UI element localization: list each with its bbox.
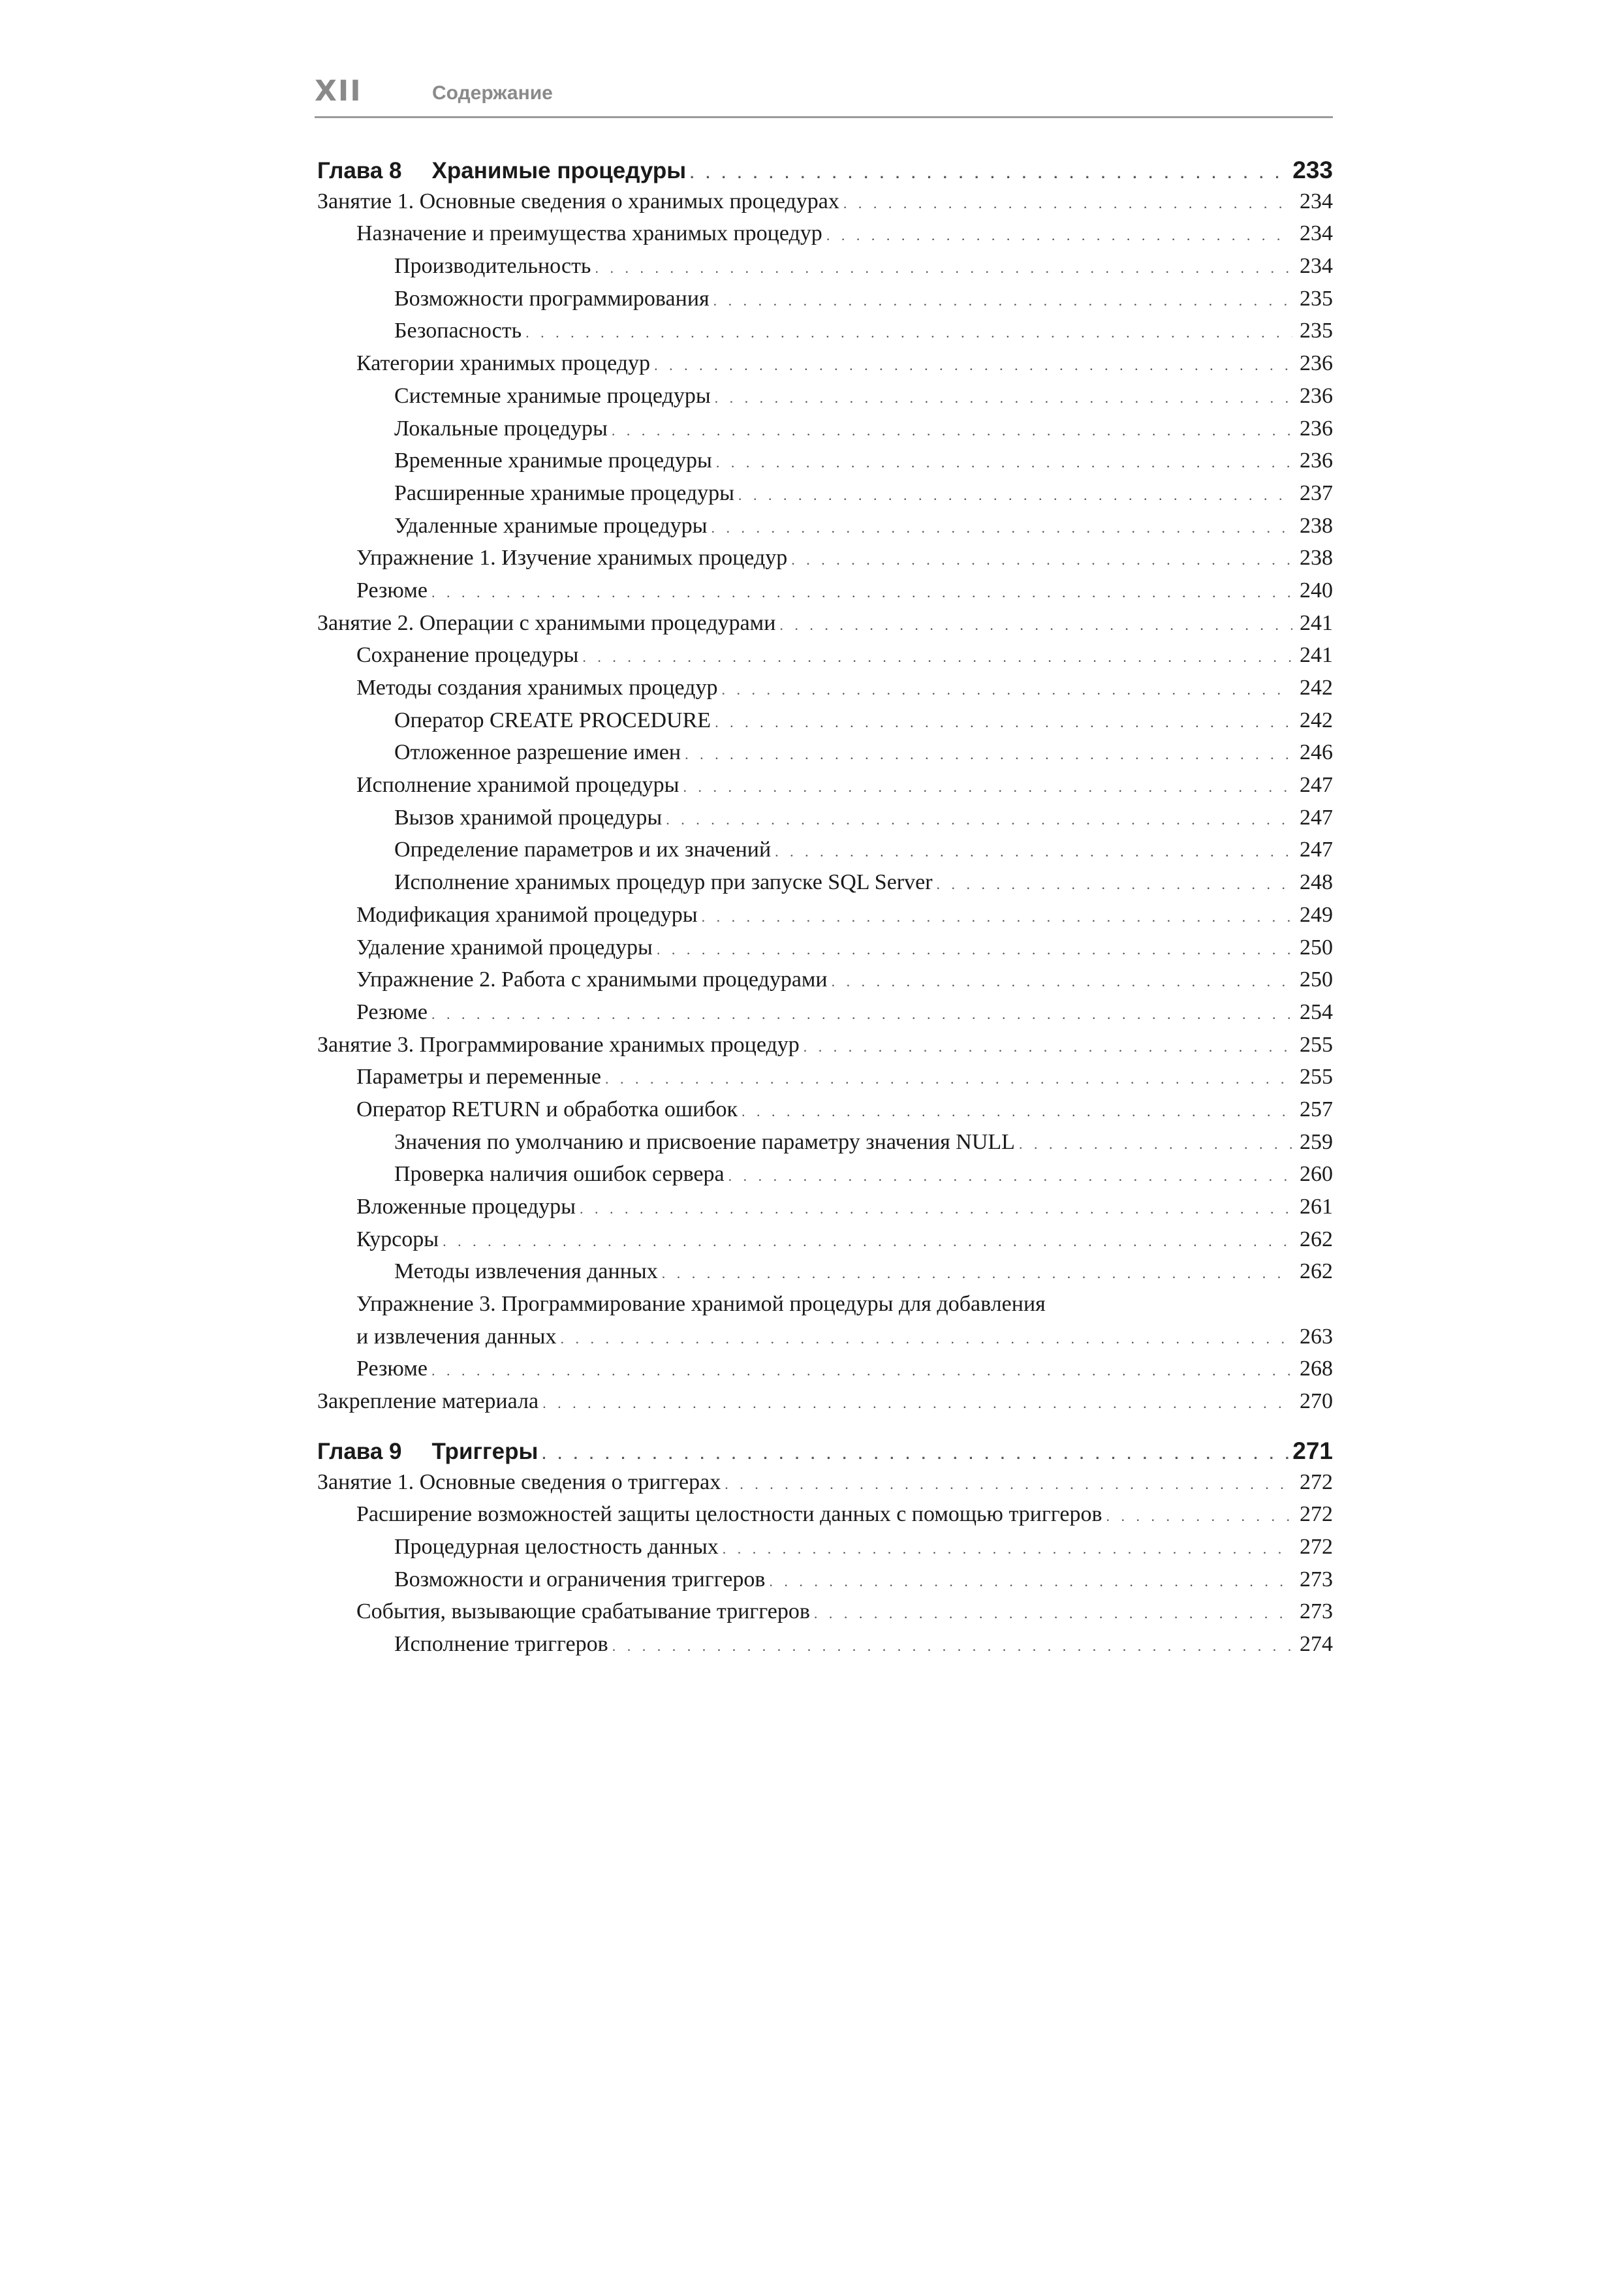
toc-entry	[317, 416, 1333, 449]
page-ref: 259	[1300, 1129, 1333, 1154]
leader-dots	[662, 1265, 1292, 1282]
chapter-number: Глава 8	[317, 158, 402, 183]
toc-entry	[317, 643, 1333, 676]
toc-entry	[317, 708, 1333, 741]
toc-entry	[317, 773, 1333, 806]
leader-dots	[937, 876, 1292, 893]
entry-title: Категории хранимых процедур	[356, 351, 651, 376]
entry-title: Назначение и преимущества хранимых процедур	[356, 221, 822, 246]
page-ref: 241	[1300, 610, 1333, 635]
toc-entry	[317, 1389, 1333, 1422]
page-ref: 238	[1300, 513, 1333, 538]
toc-entry	[317, 1325, 1333, 1357]
page-ref: 262	[1300, 1259, 1333, 1284]
leader-dots	[685, 746, 1292, 763]
leader-dots	[612, 422, 1292, 439]
page-ref: 272	[1300, 1469, 1333, 1494]
toc-entry	[317, 806, 1333, 838]
entry-title: Занятие 2. Операции с хранимыми процедурами	[317, 610, 776, 635]
leader-dots	[690, 165, 1288, 182]
page-ref: 234	[1300, 189, 1333, 213]
entry-title: Удаленные хранимые процедуры	[394, 513, 708, 538]
entry-title: Методы создания хранимых процедур	[356, 676, 718, 700]
page-ref: 250	[1300, 935, 1333, 960]
leader-dots	[826, 227, 1292, 244]
toc-chapter-8	[317, 157, 1333, 189]
page-ref: 261	[1300, 1195, 1333, 1219]
leader-dots	[605, 1071, 1292, 1088]
toc-entry	[317, 611, 1333, 644]
toc-entry	[317, 319, 1333, 351]
leader-dots	[431, 584, 1292, 601]
leader-dots	[779, 617, 1292, 634]
toc-entry	[317, 254, 1333, 287]
toc-entry	[317, 514, 1333, 546]
leader-dots	[725, 1476, 1292, 1493]
leader-dots	[728, 1168, 1292, 1185]
toc-entry	[317, 1130, 1333, 1163]
toc-entry	[317, 1502, 1333, 1535]
toc-entry	[317, 1097, 1333, 1130]
leader-dots	[804, 1039, 1292, 1056]
page-ref: 247	[1300, 773, 1333, 798]
entry-title: Вложенные процедуры	[356, 1195, 576, 1219]
section-title: Содержание	[432, 82, 553, 104]
entry-title: Исполнение хранимой процедуры	[356, 773, 679, 798]
page-ref: 272	[1300, 1502, 1333, 1527]
page-ref: 236	[1300, 448, 1333, 473]
toc-entry	[317, 221, 1333, 254]
leader-dots	[542, 1446, 1288, 1463]
page-ref: 274	[1300, 1631, 1333, 1656]
toc-entry	[317, 351, 1333, 384]
page-ref: 238	[1300, 546, 1333, 571]
page-ref: 233	[1292, 157, 1333, 183]
page-ref: 270	[1300, 1389, 1333, 1414]
leader-dots	[1019, 1136, 1292, 1153]
leader-dots	[431, 1362, 1292, 1379]
entry-title: Курсоры	[356, 1227, 439, 1251]
entry-title: Расширенные хранимые процедуры	[394, 480, 734, 505]
entry-title: Временные хранимые процедуры	[394, 448, 712, 473]
toc-entry	[317, 1535, 1333, 1567]
toc-entry	[317, 1227, 1333, 1260]
entry-title: Значения по умолчанию и присвоение параметру значения NULL	[394, 1129, 1015, 1154]
page-ref: 235	[1300, 286, 1333, 311]
page-ref: 236	[1300, 383, 1333, 408]
toc-entry	[317, 1292, 1333, 1325]
page-ref: 255	[1300, 1032, 1333, 1057]
page-ref: 242	[1300, 676, 1333, 700]
toc-entry	[317, 1195, 1333, 1227]
page-ref: 250	[1300, 967, 1333, 992]
leader-dots	[1106, 1508, 1292, 1525]
entry-title: Занятие 1. Основные сведения о триггерах	[317, 1469, 721, 1494]
toc-entry	[317, 578, 1333, 611]
page-ref: 247	[1300, 838, 1333, 862]
toc-entry	[317, 838, 1333, 870]
toc-entry	[317, 1000, 1333, 1033]
chapter-title: Триггеры	[431, 1438, 539, 1464]
leader-dots	[580, 1200, 1292, 1217]
leader-dots	[542, 1395, 1292, 1412]
entry-title: Исполнение хранимых процедур при запуске SQL Server	[394, 870, 933, 895]
page-ref: 246	[1300, 740, 1333, 765]
leader-dots	[775, 843, 1292, 860]
leader-dots	[666, 811, 1292, 828]
toc-entry	[317, 740, 1333, 773]
page-ref: 273	[1300, 1599, 1333, 1624]
page-ref: 240	[1300, 578, 1333, 603]
running-head	[315, 71, 1333, 118]
toc-entry	[317, 1599, 1333, 1632]
page-ref: 236	[1300, 416, 1333, 441]
page-ref: 255	[1300, 1065, 1333, 1090]
toc-entry	[317, 676, 1333, 708]
table-of-contents	[317, 157, 1333, 1665]
leader-dots	[791, 552, 1292, 569]
toc-entry	[317, 384, 1333, 416]
toc-entry	[317, 189, 1333, 222]
entry-title: Оператор CREATE PROCEDURE	[394, 708, 711, 732]
page-ref: 248	[1300, 870, 1333, 895]
leader-dots	[657, 941, 1292, 958]
page-ref: 257	[1300, 1097, 1333, 1121]
toc-entry	[317, 967, 1333, 1000]
entry-title: Расширение возможностей защиты целостности данных с помощью триггеров	[356, 1502, 1102, 1527]
toc-entry	[317, 1470, 1333, 1503]
page-ref: 272	[1300, 1534, 1333, 1559]
leader-dots	[723, 1541, 1292, 1558]
entry-title: Упражнение 3. Программирование хранимой процедуры для добавления	[356, 1292, 1046, 1317]
entry-title: События, вызывающие срабатывание триггеров	[356, 1599, 810, 1624]
page-ref: 235	[1300, 319, 1333, 343]
page-ref: 260	[1300, 1162, 1333, 1187]
entry-title: Занятие 3. Программирование хранимых процедур	[317, 1032, 800, 1057]
leader-dots	[814, 1605, 1292, 1622]
toc-entry	[317, 1259, 1333, 1292]
page-ref: 262	[1300, 1227, 1333, 1251]
chapter-title: Хранимые процедуры	[431, 158, 687, 183]
page-ref: 237	[1300, 480, 1333, 505]
leader-dots	[683, 779, 1293, 796]
entry-title: Процедурная целостность данных	[394, 1534, 719, 1559]
leader-dots	[715, 714, 1292, 731]
page-ref: 273	[1300, 1567, 1333, 1592]
leader-dots	[721, 682, 1292, 698]
chapter-number: Глава 9	[317, 1438, 402, 1464]
page-ref: 263	[1300, 1324, 1333, 1349]
leader-dots	[431, 1006, 1292, 1023]
leader-dots	[654, 357, 1292, 374]
toc-entry	[317, 870, 1333, 903]
toc-entry	[317, 1033, 1333, 1065]
entry-title: Упражнение 1. Изучение хранимых процедур	[356, 546, 788, 571]
entry-title: Занятие 1. Основные сведения о хранимых процедурах	[317, 189, 839, 213]
entry-title: Оператор RETURN и обработка ошибок	[356, 1097, 738, 1121]
page-ref: 254	[1300, 999, 1333, 1024]
toc-entry	[317, 1357, 1333, 1389]
page-ref: 249	[1300, 902, 1333, 927]
toc-entry	[317, 287, 1333, 319]
leader-dots	[595, 260, 1292, 277]
entry-title: Производительность	[394, 254, 591, 279]
toc-entry	[317, 481, 1333, 514]
toc-entry	[317, 1065, 1333, 1097]
leader-dots	[582, 649, 1292, 666]
entry-title: Системные хранимые процедуры	[394, 383, 711, 408]
entry-title: Вызов хранимой процедуры	[394, 805, 663, 830]
entry-title: Модификация хранимой процедуры	[356, 902, 698, 927]
toc-entry	[317, 1567, 1333, 1600]
leader-dots	[525, 324, 1292, 341]
page-number: XII	[315, 74, 362, 108]
leader-dots	[711, 520, 1293, 537]
page-ref: 241	[1300, 643, 1333, 668]
entry-title: Резюме	[356, 578, 428, 603]
entry-title: Определение параметров и их значений	[394, 838, 772, 862]
leader-dots	[713, 292, 1292, 309]
page-ref: 234	[1300, 254, 1333, 279]
entry-title: Безопасность	[394, 319, 522, 343]
leader-dots	[738, 487, 1292, 504]
page-ref: 236	[1300, 351, 1333, 376]
entry-title: и извлечения данных	[356, 1324, 557, 1349]
entry-title: Закрепление материала	[317, 1389, 539, 1414]
entry-title: Удаление хранимой процедуры	[356, 935, 653, 960]
toc-entry	[317, 935, 1333, 968]
leader-dots	[716, 454, 1292, 471]
entry-title: Резюме	[356, 999, 428, 1024]
toc-chapter-9	[317, 1437, 1333, 1470]
toc-entry	[317, 1632, 1333, 1665]
entry-title: Исполнение триггеров	[394, 1631, 608, 1656]
entry-title: Сохранение процедуры	[356, 643, 579, 668]
leader-dots	[612, 1638, 1292, 1655]
leader-dots	[715, 390, 1292, 407]
leader-dots	[443, 1233, 1292, 1250]
leader-dots	[702, 909, 1292, 926]
leader-dots	[843, 195, 1292, 212]
toc-entry	[317, 1162, 1333, 1195]
leader-dots	[832, 973, 1292, 990]
leader-dots	[769, 1573, 1292, 1590]
entry-title: Методы извлечения данных	[394, 1259, 658, 1284]
leader-dots	[560, 1330, 1292, 1347]
page-ref: 268	[1300, 1357, 1333, 1381]
page-ref: 247	[1300, 805, 1333, 830]
entry-title: Упражнение 2. Работа с хранимыми процедурами	[356, 967, 828, 992]
toc-entry	[317, 546, 1333, 578]
entry-title: Отложенное разрешение имен	[394, 740, 681, 765]
page-ref: 242	[1300, 708, 1333, 732]
entry-title: Проверка наличия ошибок сервера	[394, 1162, 725, 1187]
entry-title: Локальные процедуры	[394, 416, 608, 441]
page-ref: 271	[1292, 1437, 1333, 1464]
toc-entry	[317, 903, 1333, 935]
entry-title: Резюме	[356, 1357, 428, 1381]
toc-entry	[317, 448, 1333, 481]
page-ref: 234	[1300, 221, 1333, 246]
entry-title: Параметры и переменные	[356, 1065, 601, 1090]
entry-title: Возможности программирования	[394, 286, 710, 311]
entry-title: Возможности и ограничения триггеров	[394, 1567, 766, 1592]
leader-dots	[742, 1103, 1292, 1120]
